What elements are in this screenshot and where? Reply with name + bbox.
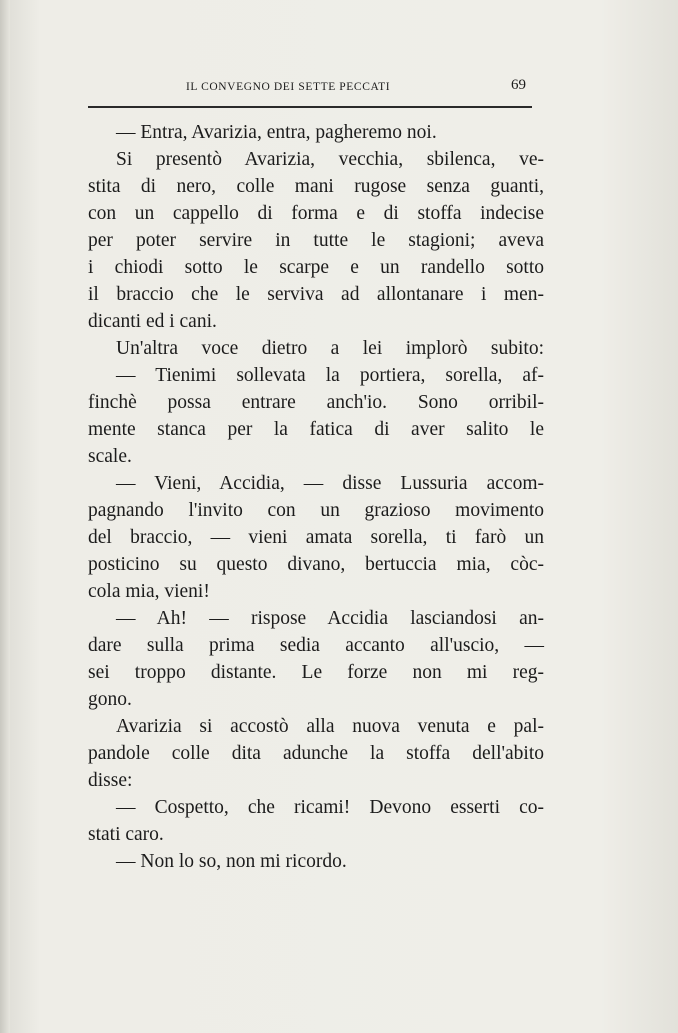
text-line: per poter servire in tutte le stagioni; aveva (88, 230, 544, 251)
text-line: Si presentò Avarizia, vecchia, sbilenca, ve- (116, 149, 544, 170)
text-line: disse: (88, 770, 133, 791)
body-text (88, 119, 544, 875)
text-line: i chiodi sotto le scarpe e un randello sotto (88, 257, 544, 278)
running-title: IL CONVEGNO DEI SETTE PECCATI (186, 81, 391, 93)
text-line: finchè possa entrare anch'io. Sono orribil- (88, 392, 544, 413)
text-line: Un'altra voce dietro a lei implorò subito: (116, 338, 544, 359)
page-number: 69 (511, 77, 526, 93)
text-line: sei troppo distante. Le forze non mi reg- (88, 662, 544, 683)
text-line: — Non lo so, non mi ricordo. (116, 851, 347, 872)
text-line: con un cappello di forma e di stoffa indecise (88, 203, 544, 224)
text-line: pagnando l'invito con un grazioso movimento (88, 500, 544, 521)
text-line: — Vieni, Accidia, — disse Lussuria accom- (116, 473, 544, 494)
page-header (186, 77, 536, 99)
text-line: stita di nero, colle mani rugose senza guanti, (88, 176, 544, 197)
page-gutter-edge (0, 0, 10, 1033)
text-line: dare sulla prima sedia accanto all'uscio, — (88, 635, 544, 656)
header-rule (88, 106, 532, 108)
text-line: stati caro. (88, 824, 164, 845)
text-line: scale. (88, 446, 132, 467)
text-line: Avarizia si accostò alla nuova venuta e pal- (116, 716, 544, 737)
text-line: cola mia, vieni! (88, 581, 210, 602)
text-line: — Tienimi sollevata la portiera, sorella, af- (116, 365, 544, 386)
text-line: del braccio, — vieni amata sorella, ti farò un (88, 527, 544, 548)
text-line: gono. (88, 689, 132, 710)
text-line: pandole colle dita adunche la stoffa dell'abito (88, 743, 544, 764)
text-line: mente stanca per la fatica di aver salito le (88, 419, 544, 440)
text-line: — Entra, Avarizia, entra, pagheremo noi. (116, 122, 437, 143)
text-line: — Cospetto, che ricami! Devono esserti co- (116, 797, 544, 818)
text-line: posticino su questo divano, bertuccia mia, còc- (88, 554, 544, 575)
text-line: — Ah! — rispose Accidia lasciandosi an- (116, 608, 544, 629)
text-line: il braccio che le serviva ad allontanare i men- (88, 284, 544, 305)
text-line: dicanti ed i cani. (88, 311, 217, 332)
